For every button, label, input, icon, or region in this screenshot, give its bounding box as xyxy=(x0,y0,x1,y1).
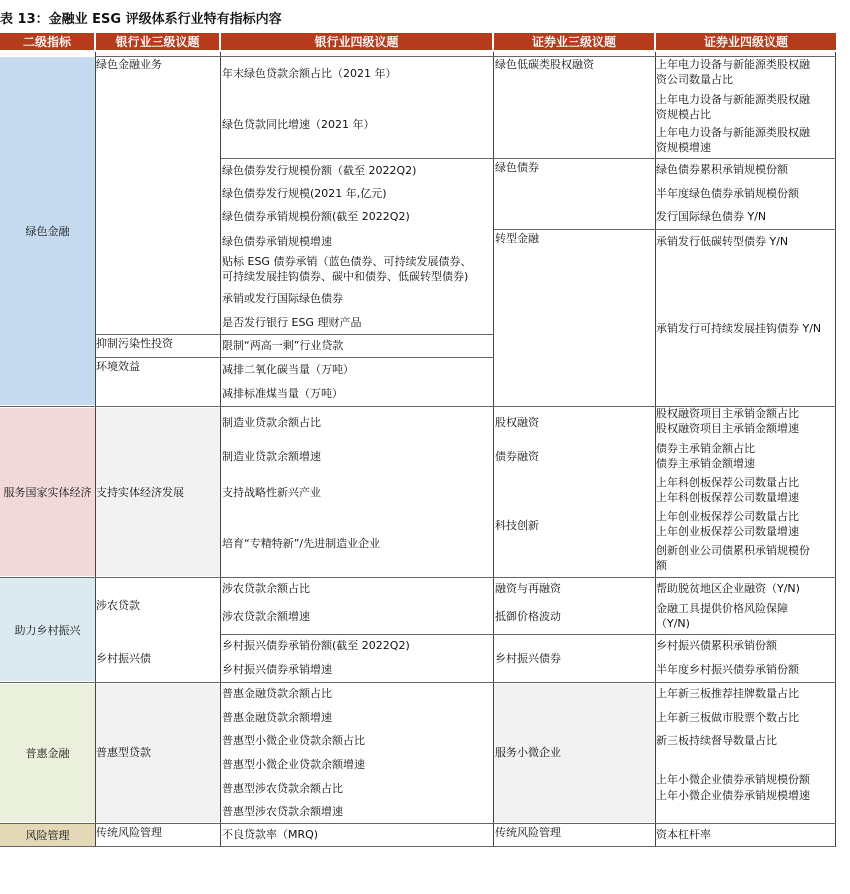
sec4-item: 半年度绿色债券承销规模份额 xyxy=(656,187,799,200)
sec3-item: 融资与再融资 xyxy=(495,582,561,595)
sec4-item: 资公司数量占比 xyxy=(656,73,733,86)
bank4-item: 培育“专精特新”/先进制造业企业 xyxy=(222,537,381,550)
bank4-item: 贴标 ESG 债券承销（蓝色债券、可持续发展债券、 xyxy=(222,255,472,268)
sec4-item: 债券主承销金额增速 xyxy=(656,457,755,470)
bank4-item: 涉农贷款余额增速 xyxy=(222,610,310,623)
bank4-item: 限制“两高一剩”行业贷款 xyxy=(222,339,344,352)
sec4-item: 资规模增速 xyxy=(656,141,711,154)
level2-risk: 风险管理 xyxy=(0,824,96,846)
sec4-item: 上年电力设备与新能源类股权融 xyxy=(656,126,810,139)
sec3-item: 乡村振兴债券 xyxy=(495,652,561,665)
bank4-item: 是否发行银行 ESG 理财产品 xyxy=(222,316,362,329)
bank4-item: 绿色债券发行规模(2021 年,亿元) xyxy=(222,187,387,200)
bank4-item: 涉农贷款余额占比 xyxy=(222,582,310,595)
bank4-item: 乡村振兴债券承销增速 xyxy=(222,663,332,676)
bank4-item: 普惠金融贷款余额占比 xyxy=(222,687,332,700)
sec3-item: 服务小微企业 xyxy=(495,746,561,759)
sec4-item: （Y/N) xyxy=(656,617,690,630)
bank4-item: 支持战略性新兴产业 xyxy=(222,486,321,499)
sec4-item: 上年小微企业债券承销规模增速 xyxy=(656,789,810,802)
bank4-item: 普惠型涉农贷款余额占比 xyxy=(222,782,343,795)
bank4-item: 绿色债券承销规模增速 xyxy=(222,235,332,248)
bank3-item: 传统风险管理 xyxy=(96,826,162,839)
header-sec-level3: 证券业三级议题 xyxy=(494,33,654,50)
sec4-item: 上年电力设备与新能源类股权融 xyxy=(656,93,810,106)
bank4-item: 不良贷款率（MRQ) xyxy=(222,828,319,841)
bank3-item: 涉农贷款 xyxy=(96,599,140,612)
sec3-transition: 转型金融 xyxy=(495,232,539,245)
sec4-item: 上年科创板保荐公司数量增速 xyxy=(656,491,799,504)
bank4-item: 可持续发展挂钩债券、碳中和债券、低碳转型债券) xyxy=(222,270,469,283)
bank3-item: 普惠型贷款 xyxy=(96,746,151,759)
sec4-item: 创新创业公司债累积承销规模份 xyxy=(656,544,810,557)
level2-rural: 助力乡村振兴 xyxy=(0,578,96,681)
sec3-item: 债券融资 xyxy=(495,450,539,463)
bank4-item: 年末绿色贷款余额占比（2021 年） xyxy=(222,67,397,80)
sec4-item: 上年科创板保荐公司数量占比 xyxy=(656,476,799,489)
sec4-item: 上年新三板推荐挂牌数量占比 xyxy=(656,687,799,700)
sec4-item: 资本杠杆率 xyxy=(656,828,711,841)
sec4-item: 绿色债券累积承销规模份额 xyxy=(656,163,788,176)
sec4-item: 上年小微企业债券承销规模份额 xyxy=(656,773,810,786)
sec4-item: 承销发行可持续发展挂钩债券 Y/N xyxy=(656,322,822,335)
bank3-env-benefit: 环境效益 xyxy=(96,360,140,373)
bank4-item: 绿色债券承销规模份额(截至 2022Q2) xyxy=(222,210,410,223)
sec3-item: 抵御价格波动 xyxy=(495,610,561,623)
sec4-item: 金融工具提供价格风险保障 xyxy=(656,602,788,615)
sec3-item: 股权融资 xyxy=(495,416,539,429)
sec3-item: 科技创新 xyxy=(495,519,539,532)
bank4-item: 绿色债券发行规模份额（截至 2022Q2) xyxy=(222,164,417,177)
sec4-item: 上年创业板保荐公司数量增速 xyxy=(656,525,799,538)
header-bank-level3: 银行业三级议题 xyxy=(96,33,219,50)
header-bank-level4: 银行业四级议题 xyxy=(221,33,492,50)
sec4-item: 发行国际绿色债券 Y/N xyxy=(656,210,767,223)
bank4-item: 普惠型小微企业贷款余额占比 xyxy=(222,734,365,747)
bank3-real-economy: 支持实体经济发展 xyxy=(96,486,184,499)
level2-inclusive: 普惠金融 xyxy=(0,684,96,822)
sec4-item: 债券主承销金额占比 xyxy=(656,442,755,455)
bank3-pollution: 抑制污染性投资 xyxy=(96,337,173,350)
bank4-item: 制造业贷款余额占比 xyxy=(222,416,321,429)
bank3-green-business: 绿色金融业务 xyxy=(96,58,162,71)
bank4-item: 普惠金融贷款余额增速 xyxy=(222,711,332,724)
bank4-item: 制造业贷款余额增速 xyxy=(222,450,321,463)
sec4-item: 乡村振兴债累积承销份额 xyxy=(656,639,777,652)
sec3-green-bond: 绿色债券 xyxy=(495,161,539,174)
level2-real-economy: 服务国家实体经济 xyxy=(0,408,96,576)
sec4-item: 新三板持续督导数量占比 xyxy=(656,734,777,747)
header-sec-level4: 证券业四级议题 xyxy=(656,33,836,50)
sec4-item: 承销发行低碳转型债券 Y/N xyxy=(656,235,789,248)
sec4-item: 额 xyxy=(656,559,667,572)
sec4-item: 半年度乡村振兴债券承销份额 xyxy=(656,663,799,676)
sec3-green-equity: 绿色低碳类股权融资 xyxy=(495,58,594,71)
sec4-item: 上年电力设备与新能源类股权融 xyxy=(656,58,810,71)
sec4-item: 股权融资项目主承销金额占比 xyxy=(656,407,799,420)
bank4-item: 普惠型小微企业贷款余额增速 xyxy=(222,758,365,771)
sec4-item: 股权融资项目主承销金额增速 xyxy=(656,422,799,435)
bank4-item: 减排标准煤当量（万吨） xyxy=(222,387,343,400)
bank4-item: 承销或发行国际绿色债券 xyxy=(222,292,343,305)
table-title: 表 13：金融业 ESG 评级体系行业特有指标内容 xyxy=(0,12,282,27)
sec4-item: 资规模占比 xyxy=(656,108,711,121)
bank4-item: 普惠型涉农贷款余额增速 xyxy=(222,805,343,818)
sec3-item: 传统风险管理 xyxy=(495,826,561,839)
level2-green-finance: 绿色金融 xyxy=(0,57,96,405)
bank4-item: 乡村振兴债券承销份额(截至 2022Q2) xyxy=(222,639,410,652)
sec4-item: 帮助脱贫地区企业融资（Y/N) xyxy=(656,582,800,595)
sec4-item: 上年创业板保荐公司数量占比 xyxy=(656,510,799,523)
sec4-item: 上年新三板做市股票个数占比 xyxy=(656,711,799,724)
bank3-item: 乡村振兴债 xyxy=(96,652,151,665)
bank4-item: 绿色贷款同比增速（2021 年） xyxy=(222,118,375,131)
header-level2: 二级指标 xyxy=(0,33,94,50)
bank4-item: 减排二氧化碳当量（万吨） xyxy=(222,363,354,376)
